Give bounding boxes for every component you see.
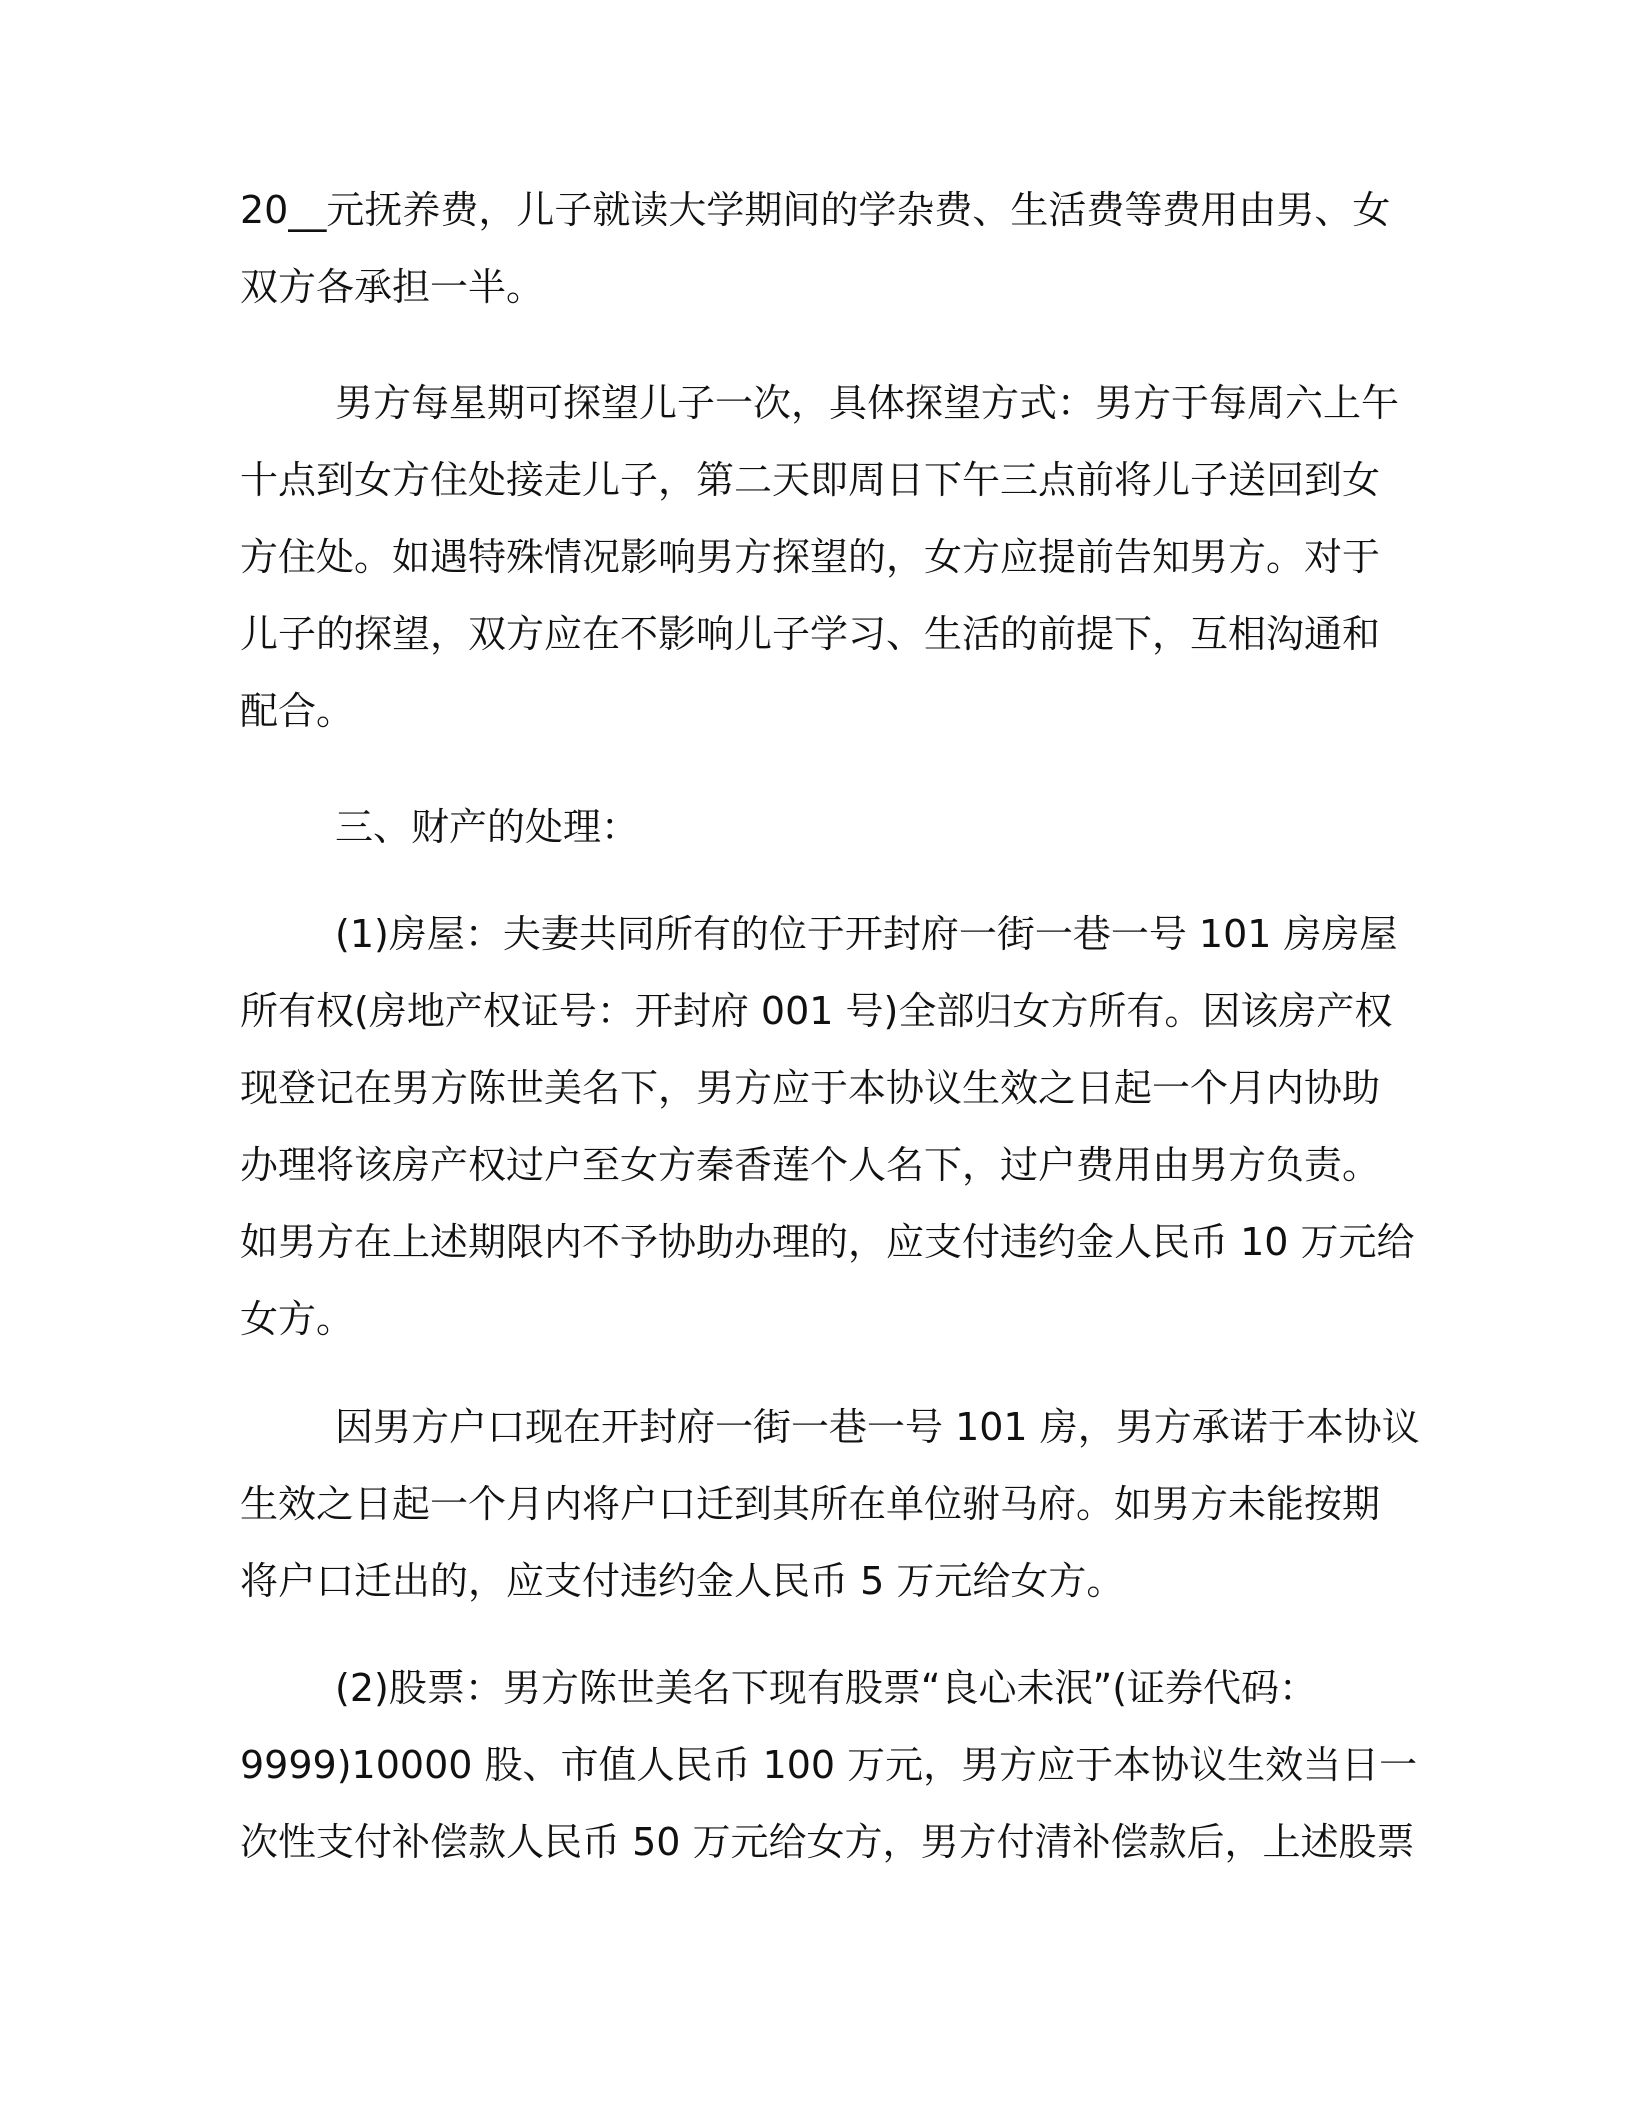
text-line: 所有权(房地产权证号：开封府 001 号)全部归女方所有。因该房产权 <box>240 989 1393 1033</box>
text-line: 方住处。如遇特殊情况影响男方探望的，女方应提前告知男方。对于 <box>240 535 1381 579</box>
text-line: 20__元抚养费，儿子就读大学期间的学杂费、生活费等费用由男、女 <box>240 188 1391 232</box>
text-line: (1)房屋：夫妻共同所有的位于开封府一街一巷一号 101 房房屋 <box>335 912 1398 956</box>
text-line: 将户口迁出的，应支付违约金人民币 5 万元给女方。 <box>240 1559 1125 1603</box>
text-line: 女方。 <box>240 1297 355 1341</box>
text-line: 双方各承担一半。 <box>240 265 545 309</box>
text-line: 男方每星期可探望儿子一次，具体探望方式：男方于每周六上午 <box>335 381 1400 425</box>
text-line: (2)股票：男方陈世美名下现有股票“良心未泯”(证券代码： <box>335 1666 1318 1710</box>
text-line: 儿子的探望，双方应在不影响儿子学习、生活的前提下，互相沟通和 <box>240 612 1381 656</box>
text-line: 因男方户口现在开封府一街一巷一号 101 房，男方承诺于本协议 <box>335 1405 1420 1449</box>
text-line: 十点到女方住处接走儿子，第二天即周日下午三点前将儿子送回到女 <box>240 458 1381 502</box>
text-line: 现登记在男方陈世美名下，男方应于本协议生效之日起一个月内协助 <box>240 1066 1381 1110</box>
text-line: 配合。 <box>240 689 355 733</box>
text-line: 9999)10000 股、市值人民币 100 万元，男方应于本协议生效当日一 <box>240 1743 1418 1787</box>
text-line: 生效之日起一个月内将户口迁到其所在单位驸马府。如男方未能按期 <box>240 1482 1381 1526</box>
text-line: 次性支付补偿款人民币 50 万元给女方，男方付清补偿款后，上述股票 <box>240 1820 1415 1864</box>
text-line: 如男方在上述期限内不予协助办理的，应支付违约金人民币 10 万元给 <box>240 1220 1415 1264</box>
section-heading: 三、财产的处理： <box>335 805 640 849</box>
text-line: 办理将该房产权过户至女方秦香莲个人名下，过户费用由男方负责。 <box>240 1143 1381 1187</box>
